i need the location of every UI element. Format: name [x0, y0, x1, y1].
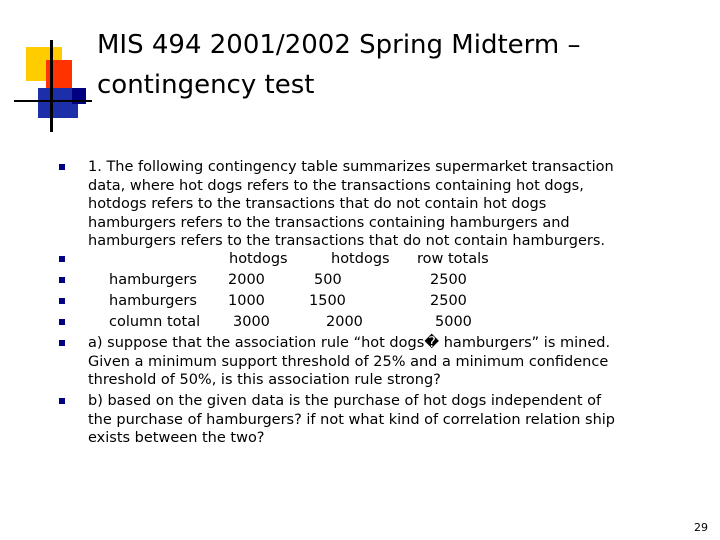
part-b-line: b) based on the given data is the purchase of hot dogs independent of: [88, 393, 602, 409]
slide-title-line-2: contingency test: [97, 70, 315, 100]
table-cell: 1500: [309, 293, 346, 309]
table-cell: 2500: [430, 272, 467, 288]
table-header-cell: row totals: [417, 251, 489, 267]
bullet-marker: [59, 164, 65, 170]
bullet-marker: [59, 319, 65, 325]
bullet-marker: [59, 398, 65, 404]
part-b-line: exists between the two?: [88, 430, 265, 447]
slide-title-line-1: MIS 494 2001/2002 Spring Midterm –: [97, 30, 581, 60]
part-a-line: threshold of 50%, is this association rule strong?: [88, 372, 441, 389]
slide-title: [97, 25, 697, 105]
bullet-marker: [59, 277, 65, 283]
table-cell: 500: [314, 272, 342, 288]
part-b-line: the purchase of hamburgers? if not what kind of correlation relation ship: [88, 411, 615, 428]
question-line: hamburgers refers to the transactions containing hamburgers and: [88, 214, 570, 231]
table-cell: 5000: [435, 314, 472, 330]
slide-logo-decoration: [0, 0, 100, 140]
part-a-line: Given a minimum support threshold of 25% and a minimum confidence: [88, 353, 609, 370]
part-a-line: a) suppose that the association rule “hot dogs� hamburgers” is mined.: [88, 335, 611, 351]
bullet-marker: [59, 340, 65, 346]
bullet-marker: [59, 256, 65, 262]
question-line: hotdogs refers to the transactions that do not contain hot dogs: [88, 196, 547, 213]
logo-vertical-line: [50, 40, 53, 132]
question-line: data, where hot dogs refers to the transactions containing hot dogs,: [88, 177, 584, 194]
table-header-cell: hotdogs: [229, 251, 288, 267]
logo-horizontal-line: [14, 100, 92, 102]
question-line: hamburgers refers to the transactions that do not contain hamburgers.: [88, 233, 605, 250]
table-header-cell: hotdogs: [331, 251, 390, 267]
table-cell: 1000: [228, 293, 265, 309]
table-cell: 2000: [326, 314, 363, 330]
table-cell: 3000: [233, 314, 270, 330]
page-number: 29: [694, 521, 708, 534]
table-cell: 2000: [228, 272, 265, 288]
table-row-label: column total: [109, 314, 201, 330]
table-row-label: hamburgers: [109, 293, 197, 309]
bullet-marker: [59, 298, 65, 304]
question-line: 1. The following contingency table summarizes supermarket transaction: [88, 159, 614, 175]
table-row-label: hamburgers: [109, 272, 197, 288]
table-cell: 2500: [430, 293, 467, 309]
